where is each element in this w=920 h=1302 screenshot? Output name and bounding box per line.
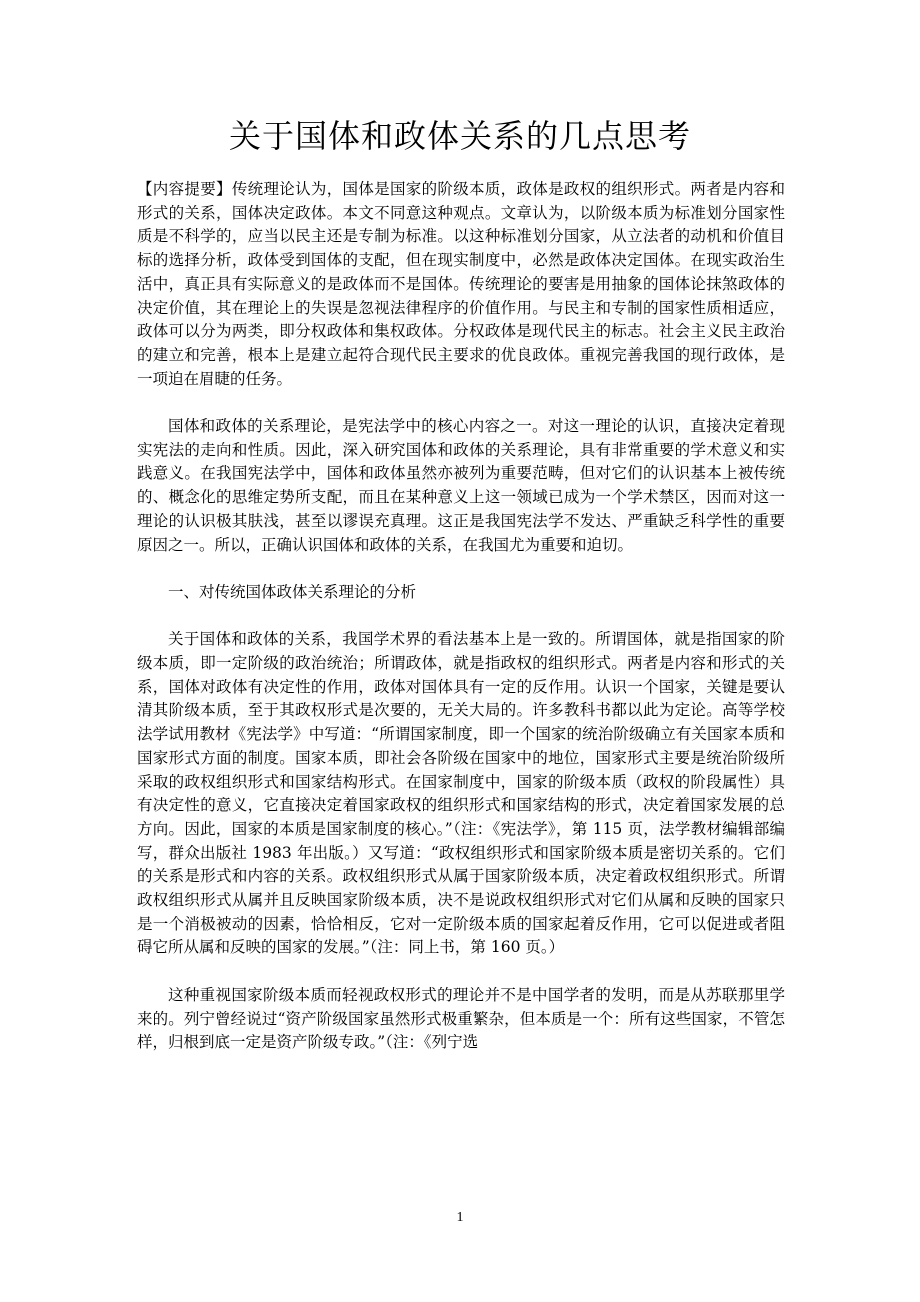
document-body bbox=[137, 178, 785, 1055]
body-paragraph: 关于国体和政体的关系，我国学术界的看法基本上是一致的。所谓国体，就是指国家的阶级本质，即一定阶级的政治统治；所谓政体，就是指政权的组织形式。两者是内容和形式的关系，国体对政体有决定性的作用，政体对国体具有一定的反作用。认识一个国家，关键是要认清其阶级本质，至于其政权形式是次要的，无关大局的。许多教科书都以此为定论。高等学校法学试用教材《宪法学》中写道：“所谓国家制度，即一个国家的统治阶级确立有关国家本质和国家形式方面的制度。国家本质，即社会各阶级在国家中的地位，国家形式主要是统治阶级所采取的政权组织形式和国家结构形式。在国家制度中，国家的阶级本质（政权的阶段属性）具有决定性的意义，它直接决定着国家政权的组织形式和国家结构的形式，决定着国家发展的总方向。因此，国家的本质是国家制度的核心。”（注：《宪法学》，第 115 页，法学教材编辑部编写，群众出版社 1983 年出版。）又写道：“政权组织形式和国家阶级本质是密切关系的。它们的关系是形式和内容的关系。政权组织形式从属于国家阶级本质，决定着政权组织形式。所谓政权组织形式从属并且反映国家阶级本质，决不是说政权组织形式对它们从属和反映的国家只是一个消极被动的因素，恰恰相反，它对一定阶级本质的国家起着反作用，它可以促进或者阻碍它所从属和反映的国家的发展。”（注：同上书，第 160 页。） bbox=[137, 630, 785, 957]
section-heading: 一、对传统国体政体关系理论的分析 bbox=[168, 582, 417, 601]
intro-paragraph: 国体和政体的关系理论，是宪法学中的核心内容之一。对这一理论的认识，直接决定着现实宪法的走向和性质。因此，深入研究国体和政体的关系理论，具有非常重要的学术意义和实践意义。在我国宪法学中，国体和政体虽然亦被列为重要范畴，但对它们的认识基本上被传统的、概念化的思维定势所支配，而且在某种意义上这一领域已成为一个学术禁区，因而对这一理论的认识极其肤浅，甚至以谬误充真理。这正是我国宪法学不发达、严重缺乏科学性的重要原因之一。所以，正确认识国体和政体的关系，在我国尤为重要和迫切。 bbox=[137, 417, 785, 554]
body-paragraph: 这种重视国家阶级本质而轻视政权形式的理论并不是中国学者的发明，而是从苏联那里学来的。列宁曾经说过“资产阶级国家虽然形式极重繁杂，但本质是一个：所有这些国家，不管怎样，归根到底一定是资产阶级专政。”（注：《列宁选 bbox=[137, 985, 785, 1052]
paragraph-gap bbox=[137, 605, 785, 629]
page-number: 1 bbox=[456, 1210, 464, 1225]
document-title: 关于国体和政体关系的几点思考 bbox=[228, 117, 691, 155]
abstract-paragraph bbox=[137, 178, 785, 391]
abstract-text: 传统理论认为，国体是国家的阶级本质，政体是政权的组织形式。两者是内容和形式的关系，国体决定政体。本文不同意这种观点。文章认为，以阶级本质为标准划分国家性质是不科学的，应当以民主还是专制为标准。以这种标准划分国家，从立法者的动机和价值目标的选择分析，政体受到国体的支配，但在现实制度中，必然是政体决定国体。在现实政治生活中，真正具有实际意义的是政体而不是国体。传统理论的要害是用抽象的国体论抹煞政体的决定价值，其在理论上的失误是忽视法律程序的价值作用。与民主和专制的国家性质相适应，政体可以分为两类，即分权政体和集权政体。分权政体是现代民主的标志。社会主义民主政治的建立和完善，根本上是建立起符合现代民主要求的优良政体。重视完善我国的现行政体，是一项迫在眉睫的任务。 bbox=[137, 180, 785, 388]
paragraph-gap bbox=[137, 391, 785, 415]
paragraph-gap bbox=[137, 557, 785, 581]
paragraph-gap bbox=[137, 960, 785, 984]
abstract-label: 【内容提要】 bbox=[137, 180, 232, 198]
